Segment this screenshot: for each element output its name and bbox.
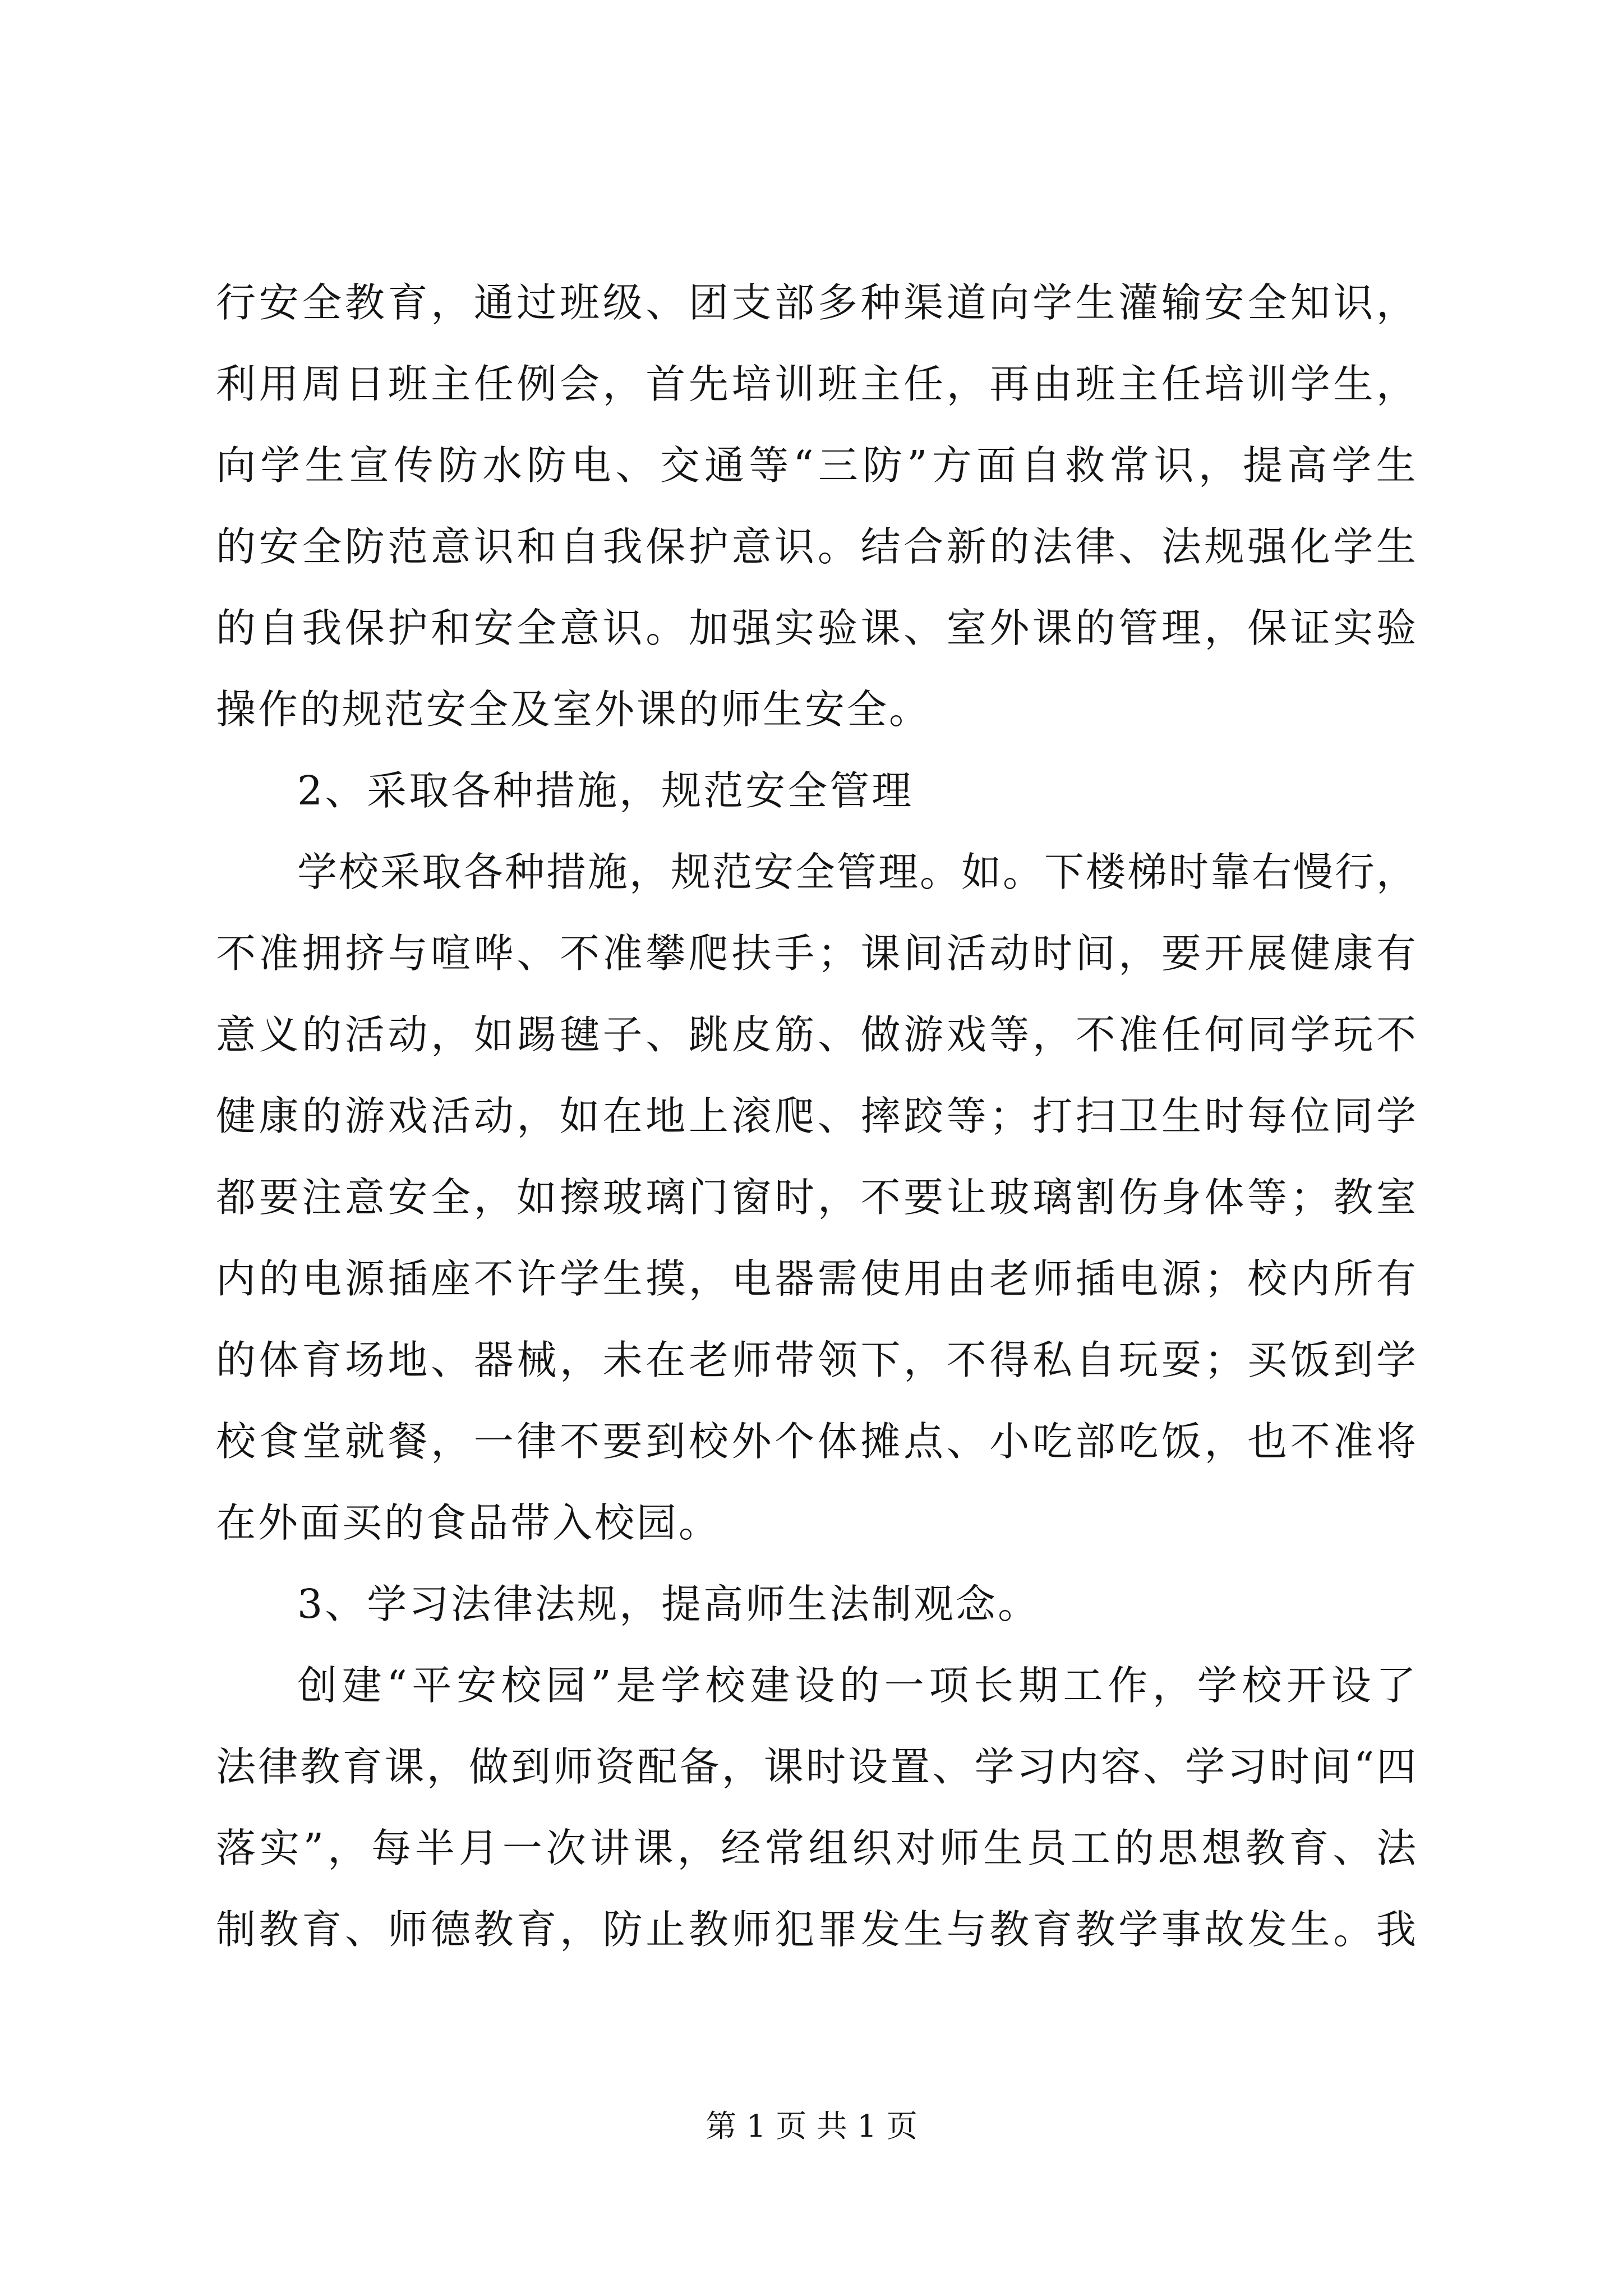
- body-line: [0, 839, 1623, 906]
- line-text: 落实”，每半月一次讲课，经常组织对师生员工的思想教育、法: [216, 1825, 1421, 1871]
- body-line: [0, 920, 1623, 987]
- body-line: [0, 1489, 1623, 1557]
- body-line: [0, 432, 1623, 499]
- line-text: 的自我保护和安全意识。加强实验课、室外课的管理，保证实验: [216, 605, 1419, 651]
- body-line: [0, 595, 1623, 662]
- section-heading: [0, 757, 1623, 825]
- line-text: 操作的规范安全及室外课的师生安全。: [216, 686, 932, 733]
- body-line: [0, 676, 1623, 743]
- body-line: [0, 1408, 1623, 1475]
- body-line: [0, 1327, 1623, 1394]
- line-text: 向学生宣传防水防电、交通等“三防”方面自救常识，提高学生: [216, 442, 1421, 489]
- line-text: 健康的游戏活动，如在地上滚爬、摔跤等；打扫卫生时每位同学: [216, 1093, 1419, 1139]
- body-line: [0, 351, 1623, 418]
- line-text: 都要注意安全，如擦玻璃门窗时，不要让玻璃割伤身体等；教室: [216, 1174, 1419, 1221]
- body-line: [0, 1896, 1623, 1963]
- line-text: 校食堂就餐，一律不要到校外个体摊点、小吃部吃饭，也不准将: [216, 1418, 1419, 1465]
- body-line: [0, 269, 1623, 337]
- page-footer: 第 1 页 共 1 页: [706, 2108, 917, 2144]
- body-line: [0, 1245, 1623, 1313]
- line-text: 创建“平安校园”是学校建设的一项长期工作，学校开设了: [297, 1662, 1421, 1709]
- line-text: 制教育、师德教育，防止教师犯罪发生与教育教学事故发生。我: [216, 1906, 1419, 1953]
- heading-text: 3、学习法律法规，提高师生法制观念。: [297, 1581, 1040, 1627]
- line-text: 利用周日班主任例会，首先培训班主任，再由班主任培训学生，: [216, 361, 1419, 407]
- body-line: [0, 1652, 1623, 1719]
- line-text: 的体育场地、器械，未在老师带领下，不得私自玩耍；买饭到学: [216, 1337, 1419, 1383]
- body-line: [0, 513, 1623, 581]
- line-text: 不准拥挤与喧哗、不准攀爬扶手；课间活动时间，要开展健康有: [216, 930, 1419, 977]
- line-text: 意义的活动，如踢毽子、跳皮筋、做游戏等，不准任何同学玩不: [216, 1011, 1419, 1058]
- line-text: 学校采取各种措施，规范安全管理。如。下楼梯时靠右慢行，: [297, 849, 1418, 895]
- body-line: [0, 1001, 1623, 1069]
- line-text: 内的电源插座不许学生摸，电器需使用由老师插电源；校内所有: [216, 1255, 1419, 1302]
- body-line: [0, 1164, 1623, 1231]
- body-line: [0, 1083, 1623, 1150]
- body-line: [0, 1733, 1623, 1801]
- body-line: [0, 1815, 1623, 1882]
- section-heading: [0, 1571, 1623, 1638]
- line-text: 在外面买的食品带入校园。: [216, 1499, 721, 1546]
- line-text: 的安全防范意识和自我保护意识。结合新的法律、法规强化学生: [216, 523, 1419, 570]
- line-text: 法律教育课，做到师资配备，课时设置、学习内容、学习时间“四: [216, 1743, 1419, 1790]
- heading-text: 2、采取各种措施，规范安全管理: [297, 767, 914, 814]
- line-text: 行安全教育，通过班级、团支部多种渠道向学生灌输安全知识，: [216, 279, 1419, 326]
